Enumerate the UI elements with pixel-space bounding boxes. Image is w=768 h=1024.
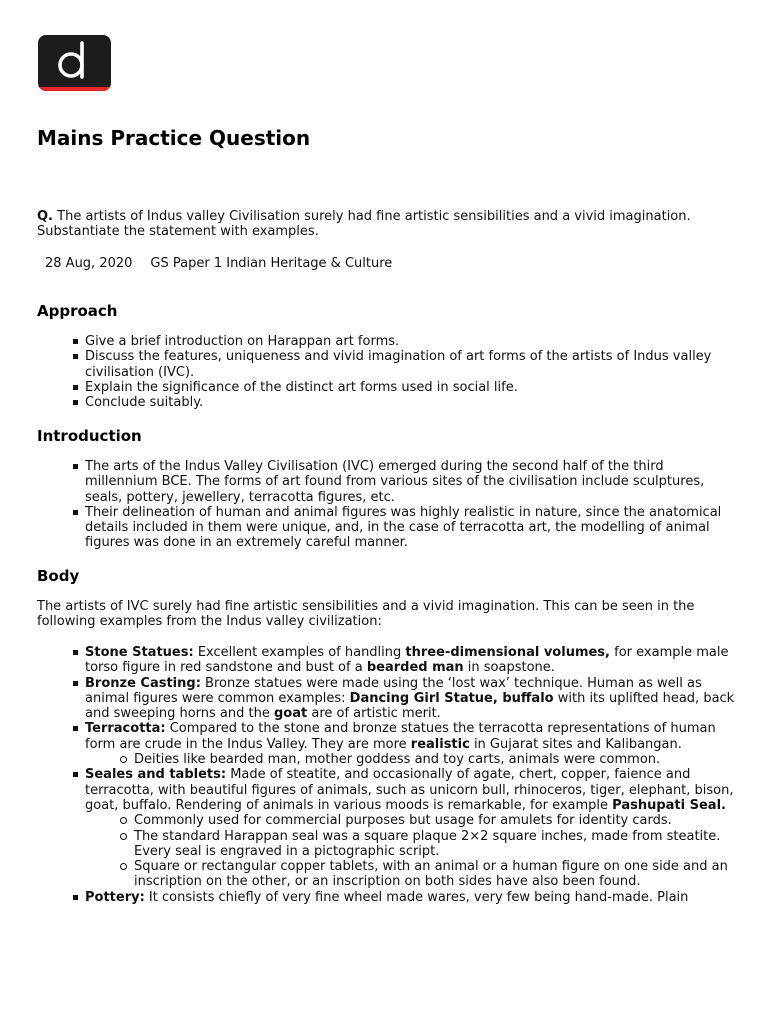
question-text — [37, 209, 737, 240]
question-body: The artists of Indus valley Civilisation surely had fine artistic sensibilities and a vivid imagination. Substantiate the statement with examples. — [37, 209, 691, 240]
page-title: Mains Practice Question — [37, 126, 311, 150]
list-item-pottery: Pottery: It consists chiefly of very fine wheel made wares, very few being hand-made. Plain — [37, 890, 737, 905]
question-paper: GS Paper 1 Indian Heritage & Culture — [150, 256, 393, 271]
introduction-list — [37, 459, 737, 551]
list-item: Discuss the features, uniqueness and vivid imagination of art forms of the artists of Indus valley civilisation (IVC). — [37, 349, 737, 380]
terracotta-sublist — [85, 752, 737, 767]
logo-accent-bar — [38, 87, 111, 91]
list-item: Give a brief introduction on Harappan art forms. — [37, 334, 737, 349]
body-heading: Body — [37, 567, 80, 585]
question-date: 28 Aug, 2020 — [45, 256, 133, 271]
sublist-item: Square or rectangular copper tablets, with an animal or a human figure on one side and an inscription on the other, or an inscription on both sides have also been found. — [85, 859, 737, 890]
list-item: Conclude suitably. — [37, 395, 737, 410]
question-meta — [45, 256, 392, 271]
sublist-item: The standard Harappan seal was a square plaque 2×2 square inches, made from steatite. Every seal is engraved in a pictographic script. — [85, 829, 737, 860]
seals-sublist — [85, 813, 737, 889]
sublist-item: Deities like bearded man, mother goddess and toy carts, animals were common. — [85, 752, 737, 767]
list-item-seals-tablets: Seales and tablets: Made of steatite, and occasionally of agate, chert, copper, faience and terracotta, with beautiful figures of animals, such as unicorn bull, rhinoceros, tiger, elephant, bison, goat, buffalo. Rendering of animals in various moods is remarkable, for example Pashupati Seal. Commonly used for commercial purposes but usage for amulets for identity cards. The standard Harappan seal was a square plaque 2×2 square inches, made from steatite. Every seal is engraved in a pictographic script. Square or rectangular copper tablets, with an animal or a human figure on one side and an inscription on the other, or an inscription on both sides have also been found. — [37, 767, 737, 889]
body-list — [37, 645, 737, 905]
body-intro: The artists of IVC surely had fine artistic sensibilities and a vivid imagination. This can be seen in the following examples from the Indus valley civilization: — [37, 599, 695, 630]
sublist-item: Commonly used for commercial purposes but usage for amulets for identity cards. — [85, 813, 737, 828]
list-item-terracotta: Terracotta: Compared to the stone and bronze statues the terracotta representations of human form are crude in the Indus Valley. They are more realistic in Gujarat sites and Kalibangan. Deities like bearded man, mother goddess and toy carts, animals were common. — [37, 721, 737, 767]
approach-list — [37, 334, 737, 410]
introduction-heading: Introduction — [37, 427, 142, 445]
list-item-bronze-casting: Bronze Casting: Bronze statues were made using the ‘lost wax’ technique. Human as well as animal figures were common examples: Dancing Girl Statue, buffalo with its uplifted head, back and sweeping horns and the goat are of artistic merit. — [37, 676, 737, 722]
list-item: Explain the significance of the distinct art forms used in social life. — [37, 380, 737, 395]
question-prefix: Q. — [37, 209, 53, 224]
list-item-stone-statues: Stone Statues: Excellent examples of handling three-dimensional volumes, for example male torso figure in red sandstone and bust of a bearded man in soapstone. — [37, 645, 737, 676]
list-item: The arts of the Indus Valley Civilisation (IVC) emerged during the second half of the third millennium BCE. The forms of art found from various sites of the civilisation include sculptures, seals, pottery, jewellery, terracotta figures, etc. — [37, 459, 737, 505]
approach-heading: Approach — [37, 302, 118, 320]
logo-d-glyph — [38, 35, 111, 91]
drishti-logo — [38, 35, 111, 91]
list-item: Their delineation of human and animal figures was highly realistic in nature, since the anatomical details included in them were unique, and, in the case of terracotta art, the modelling of animal figures was done in an extremely careful manner. — [37, 505, 737, 551]
